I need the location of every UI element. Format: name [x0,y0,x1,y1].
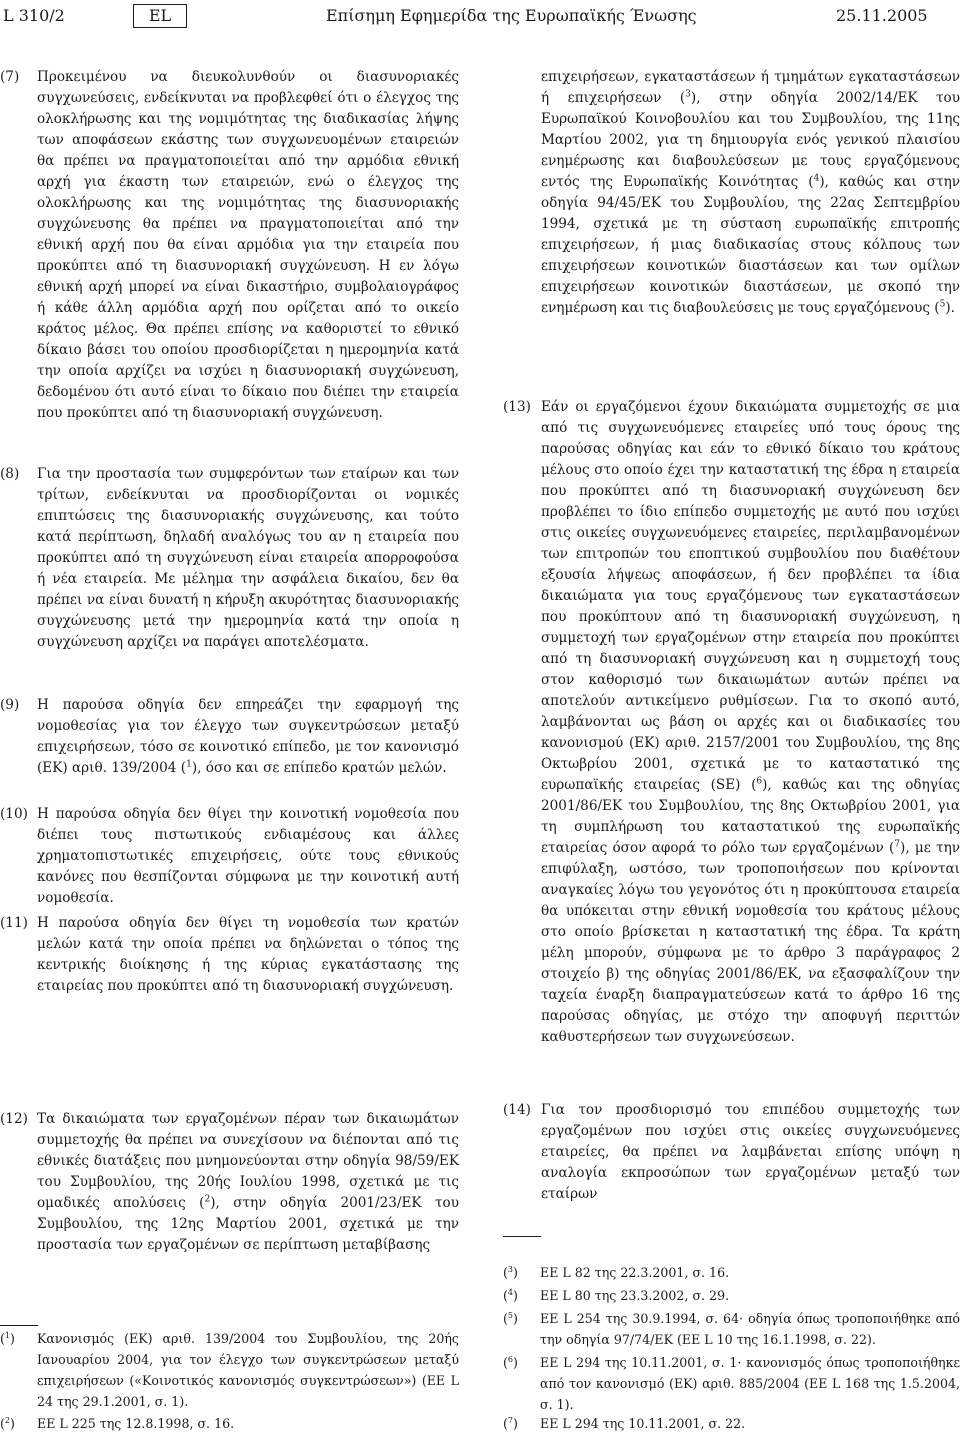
footnote-number: ($^1$) [0,1330,15,1346]
footnote-1 [0,1328,459,1412]
footnote-number: ($^7$) [503,1415,518,1431]
footnote-3 [503,1262,960,1283]
recital-text: Η παρούσα οδηγία δεν θίγει την κοινοτική νομοθεσία που διέπει τους πιστωτικούς ενδιαμέσους και άλλες χρηματοπιστωτικές επιχειρήσεις, ούτε τους εθνικούς κανόνες που θεσπίζονται σύμφωνα με την κοινοτική αυτή νομοθεσία. [37,806,459,906]
footnote-text: ΕΕ L 82 της 22.3.2001, σ. 16. [540,1265,730,1280]
footnote-5 [503,1308,960,1350]
recital-14 [503,1100,960,1205]
footnote-ref: 2 [204,1194,211,1205]
footnote-2 [0,1413,459,1434]
language-code-box: EL [133,4,187,28]
recital-12 [0,1109,459,1256]
recital-text: Για την προστασία των συμφερόντων των εταίρων και των τρίτων, ενδείκνυται να προσδιορίζονται οι νομικές επιπτώσεις της διασυνοριακής συγχώνευσης, και τούτο κατά περίπτωση, δηλαδή αναλόγως του αν η εταιρεία που προκύπτει από τη συγχώνευση είναι εταιρεία απορροφούσα ή νέα εταιρεία. Με μέλημα την ασφάλεια δικαίου, δεν θα πρέπει να είναι δυνατή η κήρυξη ακυρότητας διασυνοριακής συγχώνευσης μετά την ημερομηνία κατά την οποία η συγχώνευση αρχίζει να παράγει αποτελέσματα. [37,466,459,650]
journal-title: Επίσημη Εφημερίδα της Ευρωπαϊκής Ένωσης [326,6,697,25]
footnote-separator-left [0,1325,38,1326]
footnote-number: ($^6$) [503,1354,518,1370]
footnote-number: ($^2$) [0,1415,15,1431]
recital-7 [0,67,459,424]
recital-number: (9) [0,697,20,713]
recital-text: επιχειρήσεων, εγκαταστάσεων ή τμημάτων εγκαταστάσεων ή επιχειρήσεων ($^3$), στην οδηγία 2002/14/ΕΚ του Ευρωπαϊκού Κοινοβουλίου και του Συμβουλίου, της 11ης Μαρτίου 2002, για τη δημιουργία ενός γενικού πλαισίου ενημέρωσης και διαβουλεύσεων με τους εργαζόμενους εντός της Ευρωπαϊκής Κοινότητας ($^4$), καθώς και στην οδηγία 94/45/ΕΚ του Συμβουλίου, της 22ας Σεπτεμβρίου 1994, σχετικά με τη σύσταση ευρωπαϊκής επιτροπής επιχειρήσεων, ή μιας διαδικασίας στους κόλπους των επιχειρήσεων κοινοτικών διαστάσεων και των ομίλων επιχειρήσεων κοινοτικών διαστάσεων, με σκοπό την ενημέρωση και τις διαβουλεύσεις με τους εργαζόμενους ($^5$). [541,69,960,316]
recital-text: Προκειμένου να διευκολυνθούν οι διασυνοριακές συγχωνεύσεις, ενδείκνυται να προβλεφθεί ότι ο έλεγχος της ολοκλήρωσης και της νομιμότητας της διαδικασίας λήψης των αποφάσεων εκάστης των συγχωνευομένων εταιρειών θα πρέπει να πραγματοποιείται από την αρμόδια εθνική αρχή για έκαστη των εταιρειών, ενώ ο έλεγχος της ολοκλήρωσης και της νομιμότητας της διασυνοριακής συγχώνευσης θα πρέπει να πραγματοποιείται από την εθνική αρχή που θα είναι αρμόδια για την εταιρεία που προκύπτει από τη διασυνοριακή συγχώνευση. Η εν λόγω εθνική αρχή μπορεί να είναι δικαστήριο, συμβολαιογράφος ή κάθε άλλη αρμόδια αρχή που ορίζεται από το οικείο κράτος μέλος. Θα πρέπει επίσης να καθοριστεί το εθνικό δίκαιο βάσει του οποίου προσδιορίζεται η ημερομηνία κατά την οποία αρχίζει να ισχύει η διασυνοριακή συγχώνευση, δεδομένου ότι αυτό είναι το δίκαιο που διέπει την εταιρεία που προκύπτει από τη διασυνοριακή συγχώνευση. [37,69,459,421]
recital-number: (12) [0,1111,28,1127]
recital-8 [0,464,459,653]
footnote-ref: 3 [685,89,691,100]
footnote-6 [503,1352,960,1415]
recital-10 [0,804,459,909]
footnote-separator-right [503,1236,541,1237]
recital-number: (7) [0,69,20,85]
page-reference: L 310/2 [3,6,65,25]
recital-text: Τα δικαιώματα των εργαζομένων πέραν των δικαιωμάτων συμμετοχής θα πρέπει να συνεχίσουν να διέπονται από τις εθνικές διατάξεις που μνημονεύονται στην οδηγία 98/59/ΕΚ του Συμβουλίου, της 20ής Ιουλίου 1998, σχετικά με τις ομαδικές απολύσεις ($^2$), στην οδηγία 2001/23/ΕΚ του Συμβουλίου, της 12ης Μαρτίου 2001, σχετικά με την προστασία των εργαζομένων σε περίπτωση μεταβίβασης [37,1111,459,1253]
recital-number: (14) [503,1102,531,1118]
footnote-text: ΕΕ L 294 της 10.11.2001, σ. 22. [540,1416,746,1431]
recital-9 [0,695,459,779]
footnote-text: ΕΕ L 80 της 23.3.2002, σ. 29. [540,1288,730,1303]
footnote-ref: 1 [186,759,192,770]
recital-11 [0,913,459,997]
footnote-ref: 6 [756,776,763,787]
footnote-7 [503,1413,960,1434]
footnote-text: Κανονισμός (ΕΚ) αριθ. 139/2004 του Συμβουλίου, της 20ής Ιανουαρίου 2004, για τον έλεγχο των συγκεντρώσεων μεταξύ επιχειρήσεων («Κοινοτικός κανονισμός συγκεντρώσεων») (ΕΕ L 24 της 29.1.2001, σ. 1). [37,1331,459,1409]
recital-text: Για τον προσδιορισμό του επιπέδου συμμετοχής των εργαζομένων που ισχύει στις οικείες συγχωνευόμενες εταιρείες, θα πρέπει να λαμβάνεται επίσης υπόψη η αναλογία εκπροσώπων των εργαζομένων μεταξύ των εταίρων [541,1102,960,1202]
footnote-text: ΕΕ L 294 της 10.11.2001, σ. 1· κανονισμός όπως τροποποιήθηκε από τον κανονισμό (ΕΚ) αριθ. 885/2004 (ΕΕ L 168 της 1.5.2004, σ. 1). [540,1355,960,1412]
footnote-ref: 7 [894,839,901,850]
recital-text: Η παρούσα οδηγία δεν θίγει τη νομοθεσία των κρατών μελών κατά την οποία πρέπει να δηλώνεται ο τόπος της κεντρικής διοίκησης ή της κύριας εγκατάστασης της εταιρείας που προκύπτει από τη διασυνοριακή συγχώνευση. [37,915,459,994]
footnote-number: ($^5$) [503,1310,518,1326]
recital-12-continued [503,67,960,319]
recital-number: (11) [0,915,28,931]
footnote-text: ΕΕ L 254 της 30.9.1994, σ. 64· οδηγία όπως τροποποιήθηκε από την οδηγία 97/74/ΕΚ (ΕΕ L 10 της 16.1.1998, σ. 22). [540,1311,960,1347]
recital-number: (10) [0,806,28,822]
footnote-4 [503,1285,960,1306]
publication-date: 25.11.2005 [836,6,928,25]
recital-number: (13) [503,399,531,415]
footnote-number: ($^3$) [503,1264,518,1280]
footnote-number: ($^4$) [503,1287,518,1303]
recital-text: Εάν οι εργαζόμενοι έχουν δικαιώματα συμμετοχής σε μια από τις συγχωνευόμενες εταιρείες υπό τους όρους της παρούσας οδηγίας και εάν το εθνικό δίκαιο του κράτους μέλους στο οποίο έχει την καταστατική της έδρα η εταιρεία που προκύπτει από τη διασυνοριακή συγχώνευση δεν προβλέπει το ίδιο επίπεδο συμμετοχής με αυτό που ισχύει στις οικείες συγχωνευόμενες εταιρείες, περιλαμβανομένων των επιτροπών του εποπτικού συμβουλίου που διαθέτουν εξουσία λήψεως αποφάσεων, ή δεν προβλέπει τα ίδια δικαιώματα για τους εργαζόμενους των εγκαταστάσεων που προκύπτουν από τη διασυνοριακή συγχώνευση, η συμμετοχή των εργαζομένων στην εταιρεία που προκύπτει από τη διασυνοριακή συγχώνευση και η συμμετοχή τους στον καθορισμό των δικαιωμάτων αυτών πρέπει να αποτελούν αντικείμενο ρυθμίσεων. Για το σκοπό αυτό, λαμβάνονται ως βάση οι αρχές και οι διαδικασίες του κανονισμού (ΕΚ) αριθ. 2157/2001 του Συμβουλίου, της 8ης Οκτωβρίου 2001, σχετικά με το καταστατικό της ευρωπαϊκής εταιρείας (SE) ($^6$), καθώς και της οδηγίας 2001/86/ΕΚ του Συμβουλίου, της 8ης Οκτωβρίου 2001, για τη συμπλήρωση του καταστατικού της ευρωπαϊκής εταιρείας όσον αφορά το ρόλο των εργαζομένων ($^7$), με την επιφύλαξη, ωστόσο, των τροποποιήσεων που κρίνονται αναγκαίες λόγω του γεγονότος ότι η προκύπτουσα εταιρεία θα υπόκειται στην εθνική νομοθεσία του κράτους μέλους στο οποίο βρίσκεται η καταστατική της έδρα. Τα κράτη μέλη μπορούν, σύμφωνα με το άρθρο 3 παράγραφος 2 στοιχείο β) της οδηγίας 2001/86/ΕΚ, να εξασφαλίζουν την ταχεία έναρξη διαπραγματεύσεων κατά το άρθρο 16 της παρούσας οδηγίας, με στόχο την αποφυγή περιττών καθυστερήσεων των συγχωνεύσεων. [541,399,960,1045]
footnote-ref: 5 [939,299,946,310]
recital-13 [503,397,960,1048]
footnote-ref: 4 [813,173,820,184]
recital-number: (8) [0,466,20,482]
footnote-text: ΕΕ L 225 της 12.8.1998, σ. 16. [37,1416,235,1431]
recital-text: Η παρούσα οδηγία δεν επηρεάζει την εφαρμογή της νομοθεσίας για τον έλεγχο των συγκεντρώσεων μεταξύ επιχειρήσεων, τόσο σε κοινοτικό επίπεδο, με τον κανονισμό (ΕΚ) αριθ. 139/2004 ($^1$), όσο και σε επίπεδο κρατών μελών. [37,697,459,776]
